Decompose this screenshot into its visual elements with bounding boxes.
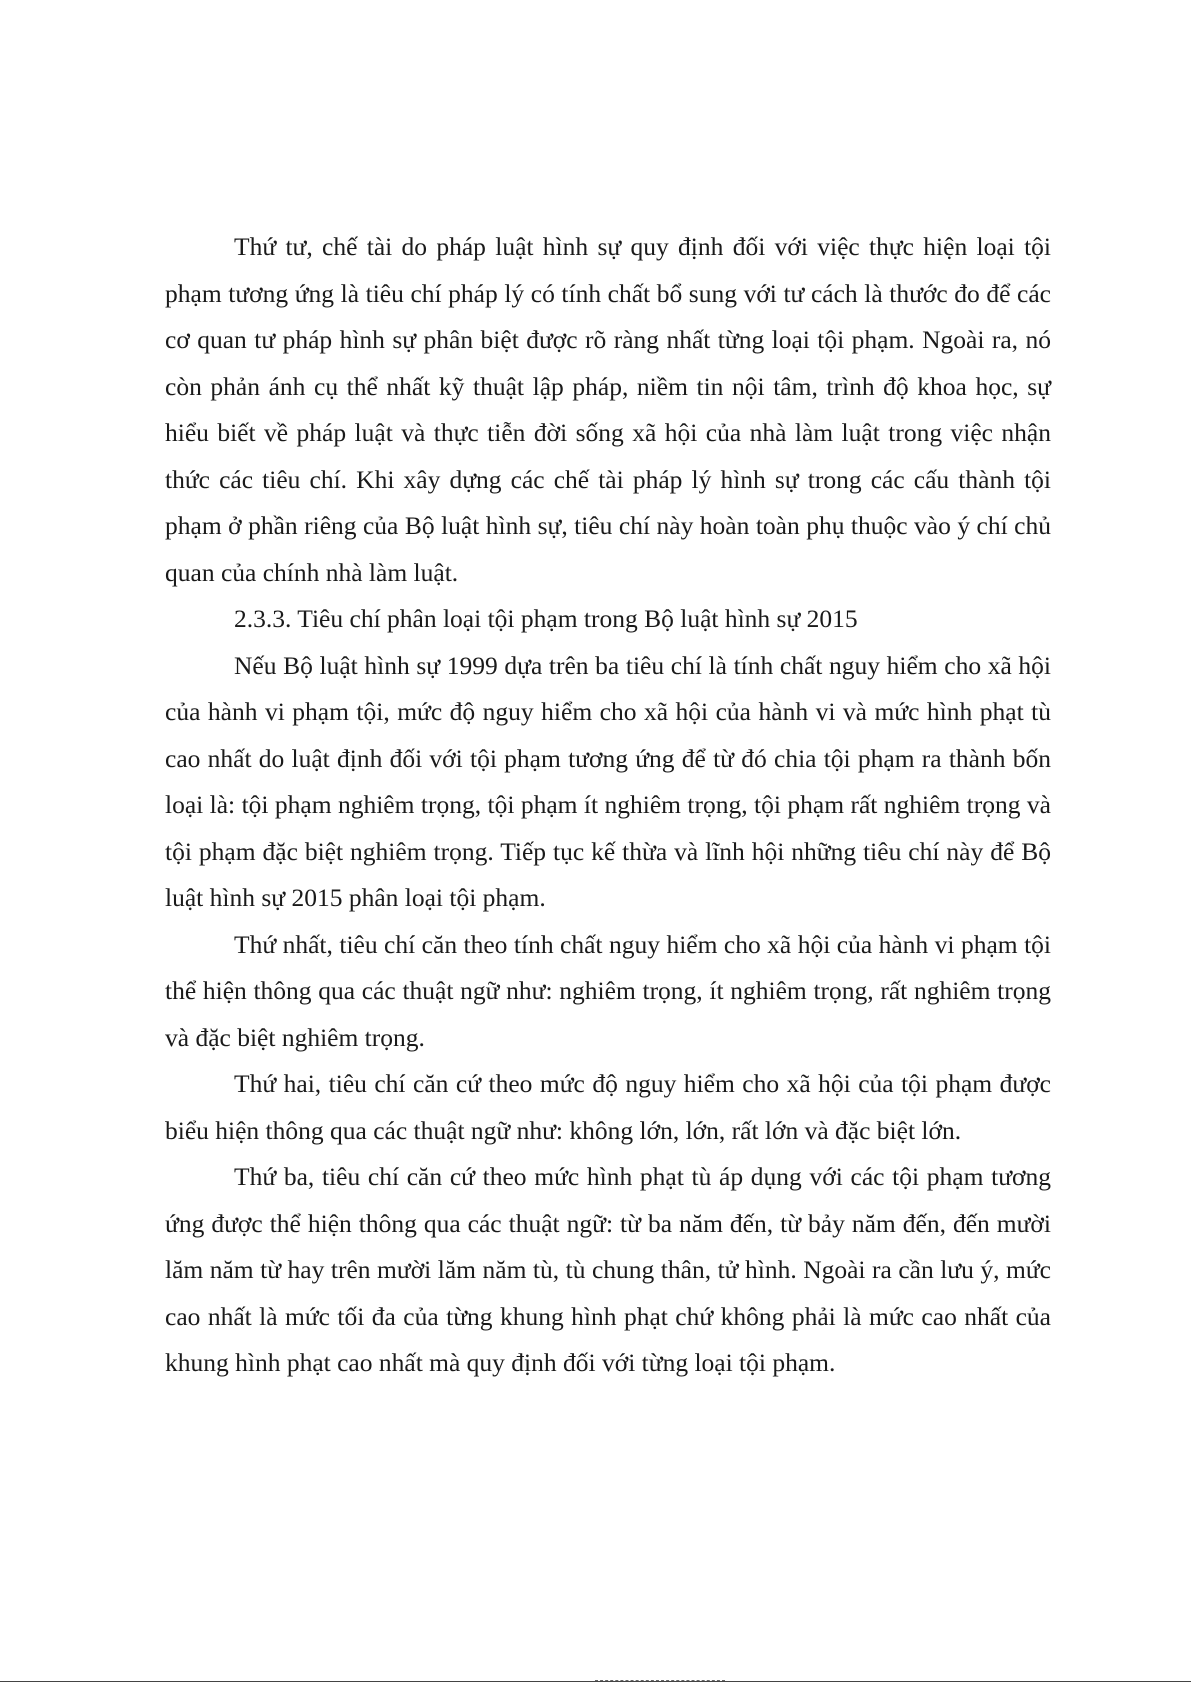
page-bottom-rule: [0, 1681, 1191, 1682]
document-body: [165, 224, 1051, 1387]
section-heading-2-3-3: 2.3.3. Tiêu chí phân loại tội phạm trong Bộ luật hình sự 2015: [234, 604, 858, 633]
page-bottom-rule-segment: [595, 1680, 725, 1681]
paragraph-blhs-1999: Nếu Bộ luật hình sự 1999 dựa trên ba tiêu chí là tính chất nguy hiểm cho xã hội của hành vi phạm tội, mức độ nguy hiểm cho xã hội của hành vi và mức hình phạt tù cao nhất do luật định đối với tội phạm tương ứng để từ đó chia tội phạm ra thành bốn loại là: tội phạm nghiêm trọng, tội phạm ít nghiêm trọng, tội phạm rất nghiêm trọng và tội phạm đặc biệt nghiêm trọng. Tiếp tục kế thừa và lĩnh hội những tiêu chí này để Bộ luật hình sự 2015 phân loại tội phạm.: [165, 650, 1051, 912]
paragraph-thu-nhat: Thứ nhất, tiêu chí căn theo tính chất nguy hiểm cho xã hội của hành vi phạm tội thể hiện thông qua các thuật ngữ như: nghiêm trọng, ít nghiêm trọng, rất nghiêm trọng và đặc biệt nghiêm trọng.: [165, 929, 1051, 1052]
paragraph-thu-tu: Thứ tư, chế tài do pháp luật hình sự quy định đối với việc thực hiện loại tội phạm tương ứng là tiêu chí pháp lý có tính chất bổ sung với tư cách là thước đo để các cơ quan tư pháp hình sự phân biệt được rõ ràng nhất từng loại tội phạm. Ngoài ra, nó còn phản ánh cụ thể nhất kỹ thuật lập pháp, niềm tin nội tâm, trình độ khoa học, sự hiểu biết về pháp luật và thực tiễn đời sống xã hội của nhà làm luật trong việc nhận thức các tiêu chí. Khi xây dựng các chế tài pháp lý hình sự trong các cấu thành tội phạm ở phần riêng của Bộ luật hình sự, tiêu chí này hoàn toàn phụ thuộc vào ý chí chủ quan của chính nhà làm luật.: [165, 232, 1051, 587]
paragraph-thu-ba: Thứ ba, tiêu chí căn cứ theo mức hình phạt tù áp dụng với các tội phạm tương ứng được thể hiện thông qua các thuật ngữ: từ ba năm đến, từ bảy năm đến, đến mười lăm năm từ hay trên mười lăm năm tù, tù chung thân, tử hình. Ngoài ra cần lưu ý, mức cao nhất là mức tối đa của từng khung hình phạt chứ không phải là mức cao nhất của khung hình phạt cao nhất mà quy định đối với từng loại tội phạm.: [165, 1162, 1051, 1377]
paragraph-thu-hai: Thứ hai, tiêu chí căn cứ theo mức độ nguy hiểm cho xã hội của tội phạm được biểu hiện thông qua các thuật ngữ như: không lớn, lớn, rất lớn và đặc biệt lớn.: [165, 1069, 1051, 1145]
